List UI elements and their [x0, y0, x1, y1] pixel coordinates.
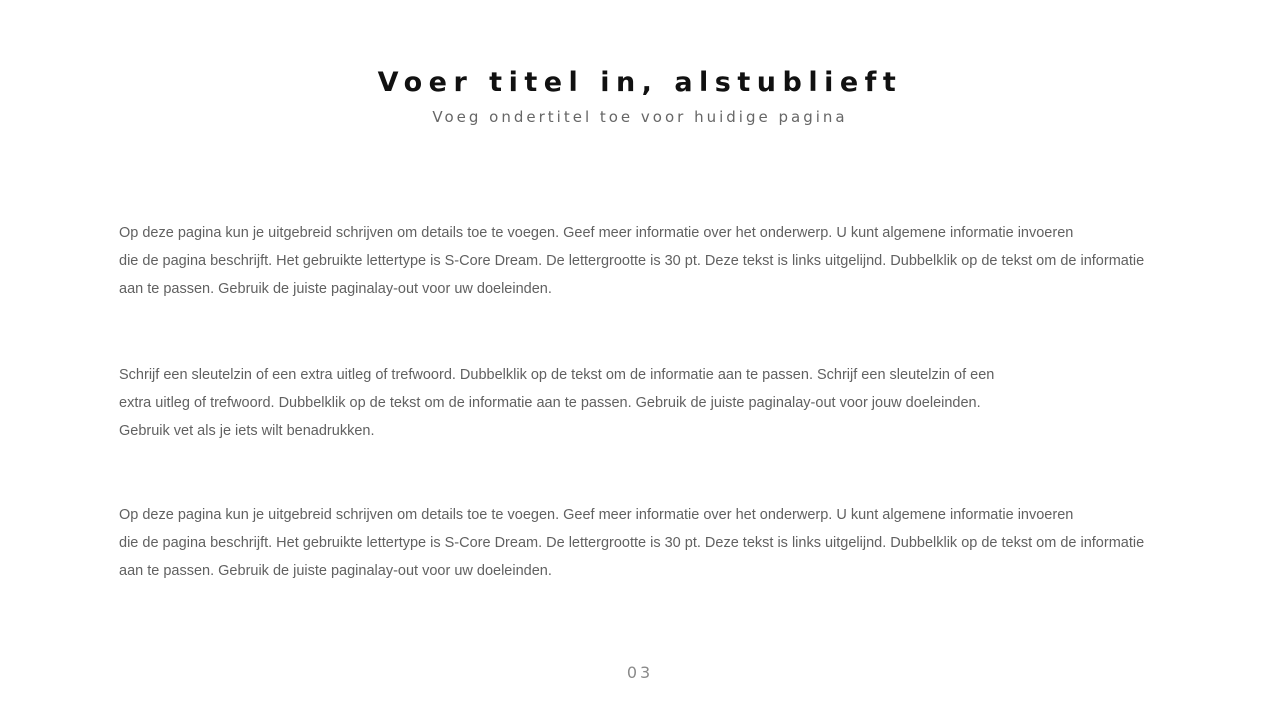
paragraph-line: Op deze pagina kun je uitgebreid schrijven om details toe te voegen. Geef meer informatie over het onderwerp. U kunt algemene informatie invoeren: [119, 507, 1074, 523]
paragraph-line: die de pagina beschrijft. Het gebruikte lettertype is S-Core Dream. De lettergrootte is 30 pt. Deze tekst is links uitgelijnd. Dubbelklik op de tekst om de informatie: [119, 253, 1145, 269]
body-paragraph-1: [119, 219, 1179, 303]
page-subtitle: Voeg ondertitel toe voor huidige pagina: [432, 108, 848, 126]
paragraph-line: Op deze pagina kun je uitgebreid schrijven om details toe te voegen. Geef meer informatie over het onderwerp. U kunt algemene informatie invoeren: [119, 225, 1074, 241]
page-title: Voer titel in, alstublieft: [377, 67, 903, 98]
paragraph-line: extra uitleg of trefwoord. Dubbelklik op de tekst om de informatie aan te passen. Gebruik de juiste paginalay-out voor jouw doeleinden.: [119, 395, 981, 411]
paragraph-line: Schrijf een sleutelzin of een extra uitleg of trefwoord. Dubbelklik op de tekst om de informatie aan te passen. Schrijf een sleutelzin of een: [119, 367, 995, 383]
paragraph-line: Gebruik vet als je iets wilt benadrukken.: [119, 423, 375, 439]
body-paragraph-2: [119, 361, 1179, 445]
body-paragraph-3: [119, 501, 1179, 585]
paragraph-line: die de pagina beschrijft. Het gebruikte lettertype is S-Core Dream. De lettergrootte is 30 pt. Deze tekst is links uitgelijnd. Dubbelklik op de tekst om de informatie: [119, 535, 1145, 551]
body-paragraph-1-clipped: [119, 225, 1179, 306]
paragraph-line: aan te passen. Gebruik de juiste paginalay-out voor uw doeleinden.: [119, 563, 552, 579]
page-number: 03: [626, 663, 654, 682]
paragraph-line: aan te passen. Gebruik de juiste paginalay-out voor uw doeleinden.: [119, 281, 552, 297]
